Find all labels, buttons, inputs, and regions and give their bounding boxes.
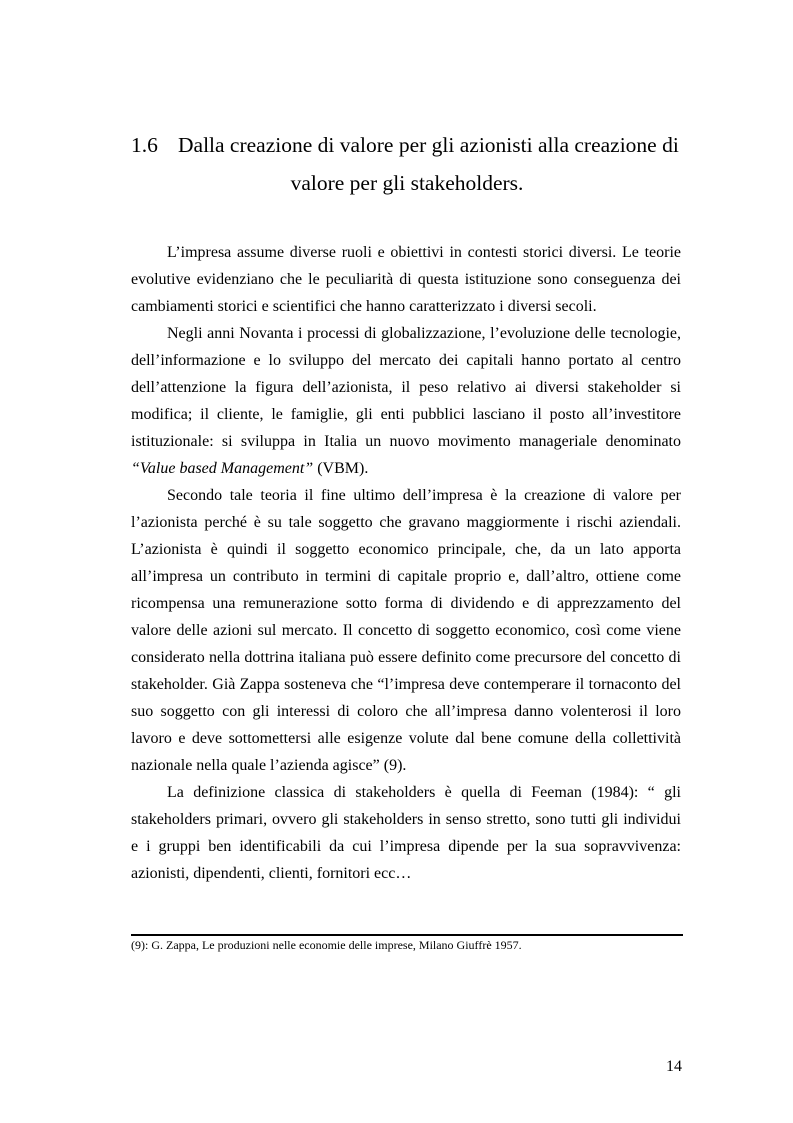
section-heading-line-1 — [131, 126, 683, 164]
paragraph-2-text-start: Negli anni Novanta i processi di globalizzazione, l’evoluzione delle tecnologie, dell’informazione e lo sviluppo del mercato dei capitali hanno portato al centro dell’attenzione la figura dell’azionista, il peso relativo ai diversi stakeholder si modifica; il cliente, le famiglie, gli enti pubblici lasciano il posto all’investitore istituzionale: si sviluppa in Italia un nuovo movimento manageriale denominato — [131, 325, 681, 450]
body-text — [131, 239, 681, 887]
paragraph-3: Secondo tale teoria il fine ultimo dell’impresa è la creazione di valore per l’azionista perché è su tale soggetto che gravano maggiormente i rischi aziendali. L’azionista è quindi il soggetto economico principale, che, da un lato apporta all’impresa un contributo in termini di capitale proprio e, dall’altro, ottiene come ricompensa una remunerazione sotto forma di dividendo e di apprezzamento del valore delle azioni sul mercato. Il concetto di soggetto economico, così come viene considerato nella dottrina italiana può essere definito come precursore del concetto di stakeholder. Già Zappa sosteneva che “l’impresa deve contemperare il tornaconto del suo soggetto con gli interessi di coloro che all’impresa danno volenterosi il loro lavoro e deve sottomettersi alle esigenze volute dal bene comune della collettività nazionale nella quale l’azienda agisce” (9). — [131, 487, 681, 774]
paragraph-4: La definizione classica di stakeholders è quella di Feeman (1984): “ gli stakeholders primari, ovvero gli stakeholders in senso stretto, sono tutti gli individui e i gruppi ben identificabili da cui l’impresa dipende per la sua sopravvivenza: azionisti, dipendenti, clienti, fornitori ecc… — [131, 784, 681, 882]
paragraph-2-text-end: (VBM). — [313, 460, 369, 477]
footnote-divider — [131, 934, 683, 936]
paragraph-2 — [131, 320, 681, 482]
section-number: 1.6 — [131, 133, 158, 157]
footnote: (9): G. Zappa, Le produzioni nelle economie delle imprese, Milano Giuffrè 1957. — [131, 938, 522, 952]
paragraph-1: L’impresa assume diverse ruoli e obiettivi in contesti storici diversi. Le teorie evolutive evidenziano che le peculiarità di questa istituzione sono conseguenza dei cambiamenti storici e scientifici che hanno caratterizzato i diversi secoli. — [131, 244, 681, 315]
page-number: 14 — [666, 1058, 682, 1075]
paragraph-2-italic-term: “Value based Management” — [131, 460, 314, 477]
section-title-part-1: Dalla creazione di valore per gli azionisti alla creazione di — [178, 133, 679, 157]
section-heading — [131, 126, 683, 202]
section-title-part-2: valore per gli stakeholders. — [290, 171, 524, 195]
